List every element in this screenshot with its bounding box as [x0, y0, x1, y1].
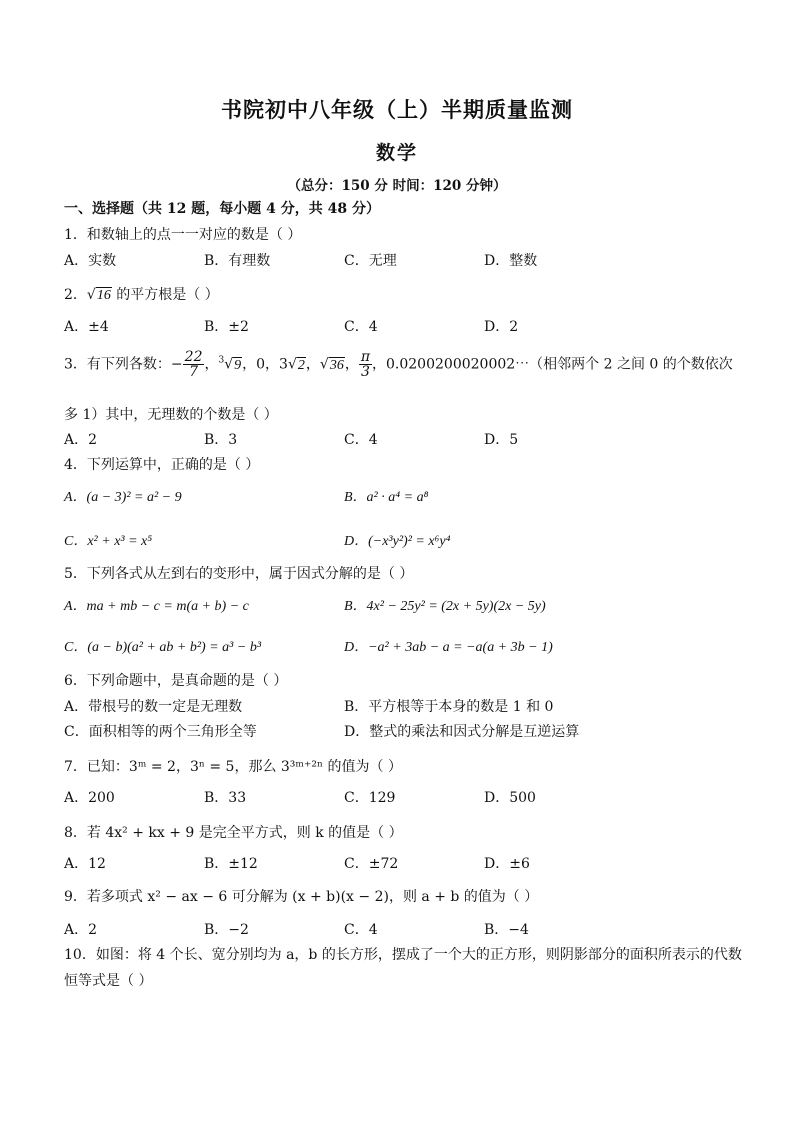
fraction-22-7: $\frac{22}{7}$	[184, 349, 203, 380]
question-3-stem: 3．有下列各数：− $\frac{22}{7}$ ，$^3$√9，0，3√2，√36， $\frac{\pi}{3}$ ，0.0200200020002⋯（相邻两个 2 之间 0 的个数依次	[64, 349, 733, 380]
question-7-option-a: A．200	[64, 790, 115, 806]
sqrt-symbol: √	[224, 356, 234, 373]
sqrt-symbol: √	[86, 287, 96, 303]
question-3-sep2: ，	[305, 356, 320, 373]
question-3-option-c: C．4	[344, 432, 378, 448]
question-9-option-c: C．4	[344, 922, 378, 938]
question-8-option-a: A．12	[64, 856, 106, 872]
question-3-option-d: D．5	[484, 432, 519, 448]
question-5-option-c: C．(a − b)(a² + ab + b²) = a³ − b³	[64, 640, 262, 655]
question-1-option-c: C．无理	[344, 253, 397, 269]
question-9-stem: 9．若多项式 x² − ax − 6 可分解为 (x + b)(x − 2)，则 a + b 的值为（ ）	[64, 889, 539, 905]
question-10-line-1: 10．如图：将 4 个长、宽分别均为 a，b 的长方形，摆成了一个大的正方形，则阴影部分的面积所表示的代数	[64, 947, 742, 963]
question-2-number: 2．	[64, 287, 87, 303]
question-4-stem: 4．下列运算中，正确的是（ ）	[64, 457, 260, 473]
question-6-option-c: C．面积相等的两个三角形全等	[64, 724, 257, 740]
question-4-option-b: B．a² · a⁴ = a⁸	[344, 490, 429, 505]
question-4-option-d: D．(−x³y²)² = x⁶y⁴	[344, 534, 451, 549]
question-4-option-c: C．x² + x³ = x⁵	[64, 534, 153, 549]
sqrt-symbol: √	[287, 356, 297, 373]
exam-subject: 数学	[375, 142, 418, 164]
question-5-option-b: B．4x² − 25y² = (2x + 5y)(2x − 5y)	[344, 599, 546, 614]
question-5-option-d: D．−a² + 3ab − a = −a(a + 3b − 1)	[344, 640, 553, 655]
question-1-stem: 1．和数轴上的点一一对应的数是（ ）	[64, 227, 302, 243]
question-4-option-a: A．(a − 3)² = a² − 9	[64, 490, 182, 505]
cube-root-radicand: 9	[234, 357, 242, 373]
question-3-sep1: ，0，3	[242, 356, 288, 373]
question-8-stem: 8．若 4x² + kx + 9 是完全平方式，则 k 的值是（ ）	[64, 825, 403, 841]
sqrt-36-radicand: 36	[329, 357, 344, 373]
sqrt-symbol: √	[319, 356, 329, 373]
question-2-option-b: B．±2	[204, 319, 249, 335]
question-7-option-c: C．129	[344, 790, 396, 806]
question-6-option-b: B．平方根等于本身的数是 1 和 0	[344, 699, 554, 715]
cube-root-index: 3	[218, 355, 225, 366]
sqrt-2-radicand: 2	[297, 357, 305, 373]
question-2-option-a: A．±4	[64, 319, 109, 335]
question-6-option-d: D．整式的乘法和因式分解是互逆运算	[344, 724, 580, 740]
question-1-option-a: A．实数	[64, 253, 117, 269]
question-2-stem	[64, 284, 219, 304]
fraction-pi-3: $\frac{\pi}{3}$	[360, 349, 371, 380]
question-7-option-b: B．33	[204, 790, 247, 806]
question-3-continuation: 多 1）其中，无理数的个数是（ ）	[64, 407, 278, 423]
question-7-stem: 7．已知：3ᵐ = 2，3ⁿ = 5，那么 3³ᵐ⁺²ⁿ 的值为（ ）	[64, 759, 402, 775]
question-6-stem: 6．下列命题中，是真命题的是（ ）	[64, 673, 288, 689]
question-3-lead: 3．有下列各数：	[64, 356, 171, 373]
question-1-option-d: D．整数	[484, 253, 538, 269]
exam-title: 书院初中八年级（上）半期质量监测	[221, 97, 573, 122]
question-5-option-a: A．ma + mb − c = m(a + b) − c	[64, 599, 249, 614]
question-6-option-a: A．带根号的数一定是无理数	[64, 699, 243, 715]
question-3-tail: ，0.0200200020002⋯（相邻两个 2 之间 0 的个数依次	[372, 356, 733, 373]
question-2-option-c: C．4	[344, 319, 378, 335]
question-2-rest: 的平方根是（ ）	[116, 287, 219, 303]
question-1-option-b: B．有理数	[204, 253, 271, 269]
question-3-option-b: B．3	[204, 432, 238, 448]
question-2-option-d: D．2	[484, 319, 519, 335]
question-9-option-b: B．−2	[204, 922, 249, 938]
question-7-option-d: D．500	[484, 790, 536, 806]
question-3-sep3: ，	[344, 356, 359, 373]
question-9-option-d: B．−4	[484, 922, 529, 938]
question-8-option-d: D．±6	[484, 856, 530, 872]
question-5-stem: 5．下列各式从左到右的变形中，属于因式分解的是（ ）	[64, 566, 414, 582]
question-9-option-a: A．2	[64, 922, 98, 938]
section-heading: 一、选择题（共 12 题，每小题 4 分，共 48 分）	[64, 201, 380, 217]
exam-meta: （总分：150 分 时间：120 分钟）	[287, 178, 507, 194]
question-2-radicand: 16	[96, 288, 111, 303]
question-8-option-c: C．±72	[344, 856, 399, 872]
question-10-line-2: 恒等式是（ ）	[64, 973, 153, 989]
minus-sign: −	[170, 356, 183, 373]
question-3-option-a: A．2	[64, 432, 98, 448]
question-8-option-b: B．±12	[204, 856, 258, 872]
